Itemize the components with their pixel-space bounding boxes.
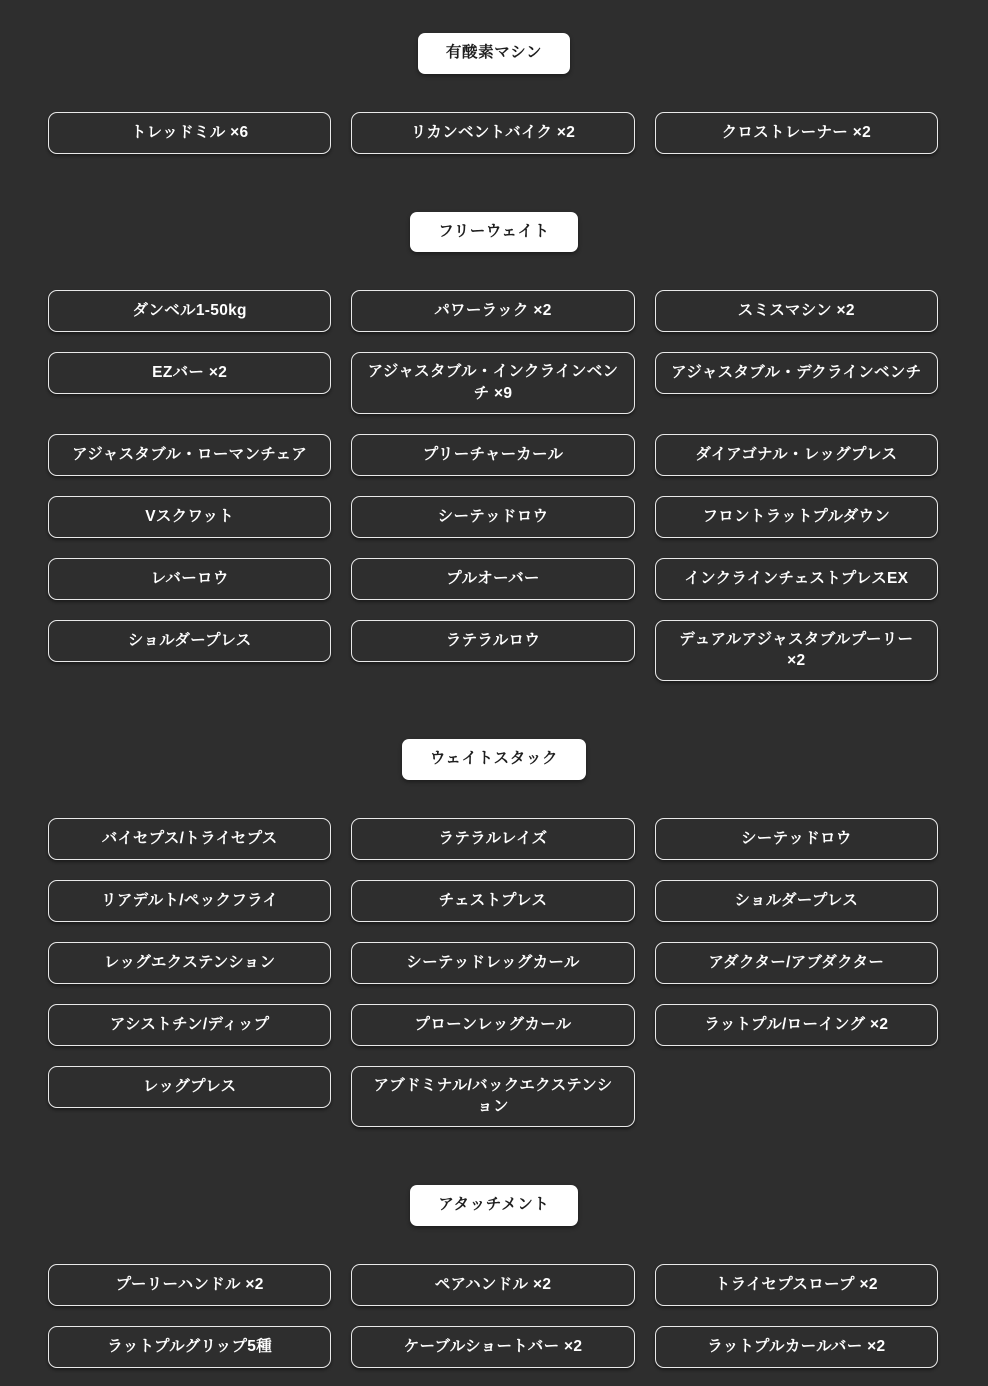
equipment-item: EZバー ×2 bbox=[48, 352, 331, 394]
equipment-item: バイセプス/トライセプス bbox=[48, 818, 331, 860]
equipment-item: トレッドミル ×6 bbox=[48, 112, 331, 154]
section-header bbox=[0, 739, 988, 780]
section-title-badge: ウェイトスタック bbox=[402, 739, 586, 780]
equipment-item: ダンベル1-50kg bbox=[48, 290, 331, 332]
equipment-grid bbox=[0, 1264, 988, 1368]
equipment-item: クロストレーナー ×2 bbox=[655, 112, 938, 154]
equipment-item: ショルダープレス bbox=[655, 880, 938, 922]
section-weight-stack bbox=[0, 739, 988, 1127]
section-header bbox=[0, 33, 988, 74]
equipment-item: フロントラットプルダウン bbox=[655, 496, 938, 538]
equipment-item: ペアハンドル ×2 bbox=[351, 1264, 634, 1306]
equipment-item: リアデルト/ペックフライ bbox=[48, 880, 331, 922]
equipment-item: リカンベントバイク ×2 bbox=[351, 112, 634, 154]
equipment-item: アジャスタブル・インクラインベンチ ×9 bbox=[351, 352, 634, 413]
equipment-item: Vスクワット bbox=[48, 496, 331, 538]
equipment-item: ラットプルグリップ5種 bbox=[48, 1326, 331, 1368]
equipment-item: レッグエクステンション bbox=[48, 942, 331, 984]
section-free-weights bbox=[0, 212, 988, 681]
equipment-item: ケーブルショートバー ×2 bbox=[351, 1326, 634, 1368]
section-title-badge: フリーウェイト bbox=[410, 212, 578, 253]
equipment-item: シーテッドロウ bbox=[655, 818, 938, 860]
equipment-item: シーテッドロウ bbox=[351, 496, 634, 538]
equipment-item: インクラインチェストプレスEX bbox=[655, 558, 938, 600]
equipment-item: レバーロウ bbox=[48, 558, 331, 600]
section-title-badge: アタッチメント bbox=[410, 1185, 577, 1226]
equipment-item: プルオーバー bbox=[351, 558, 634, 600]
equipment-item: ダイアゴナル・レッグプレス bbox=[655, 434, 938, 476]
equipment-item: アジャスタブル・ローマンチェア bbox=[48, 434, 331, 476]
equipment-item: ラテラルレイズ bbox=[351, 818, 634, 860]
equipment-item: アブドミナル/バックエクステンション bbox=[351, 1066, 634, 1127]
equipment-item: ラットプル/ローイング ×2 bbox=[655, 1004, 938, 1046]
equipment-item: デュアルアジャスタブルプーリー ×2 bbox=[655, 620, 938, 681]
equipment-item: ラットプルカールバー ×2 bbox=[655, 1326, 938, 1368]
section-attachments bbox=[0, 1185, 988, 1368]
equipment-item: アシストチン/ディップ bbox=[48, 1004, 331, 1046]
section-cardio-machines bbox=[0, 33, 988, 154]
equipment-item: プーリーハンドル ×2 bbox=[48, 1264, 331, 1306]
equipment-item: ショルダープレス bbox=[48, 620, 331, 662]
equipment-item: トライセプスロープ ×2 bbox=[655, 1264, 938, 1306]
equipment-grid bbox=[0, 818, 988, 1127]
equipment-item: プローンレッグカール bbox=[351, 1004, 634, 1046]
equipment-grid bbox=[0, 112, 988, 154]
equipment-item: チェストプレス bbox=[351, 880, 634, 922]
equipment-item: アジャスタブル・デクラインベンチ bbox=[655, 352, 938, 394]
equipment-item: ラテラルロウ bbox=[351, 620, 634, 662]
equipment-item: レッグプレス bbox=[48, 1066, 331, 1108]
equipment-item: アダクター/アブダクター bbox=[655, 942, 938, 984]
equipment-item: パワーラック ×2 bbox=[351, 290, 634, 332]
equipment-grid bbox=[0, 290, 988, 681]
equipment-list-page bbox=[0, 33, 988, 1368]
equipment-item: プリーチャーカール bbox=[351, 434, 634, 476]
section-header bbox=[0, 1185, 988, 1226]
equipment-item: スミスマシン ×2 bbox=[655, 290, 938, 332]
equipment-item: シーテッドレッグカール bbox=[351, 942, 634, 984]
section-header bbox=[0, 212, 988, 253]
section-title-badge: 有酸素マシン bbox=[418, 33, 570, 74]
